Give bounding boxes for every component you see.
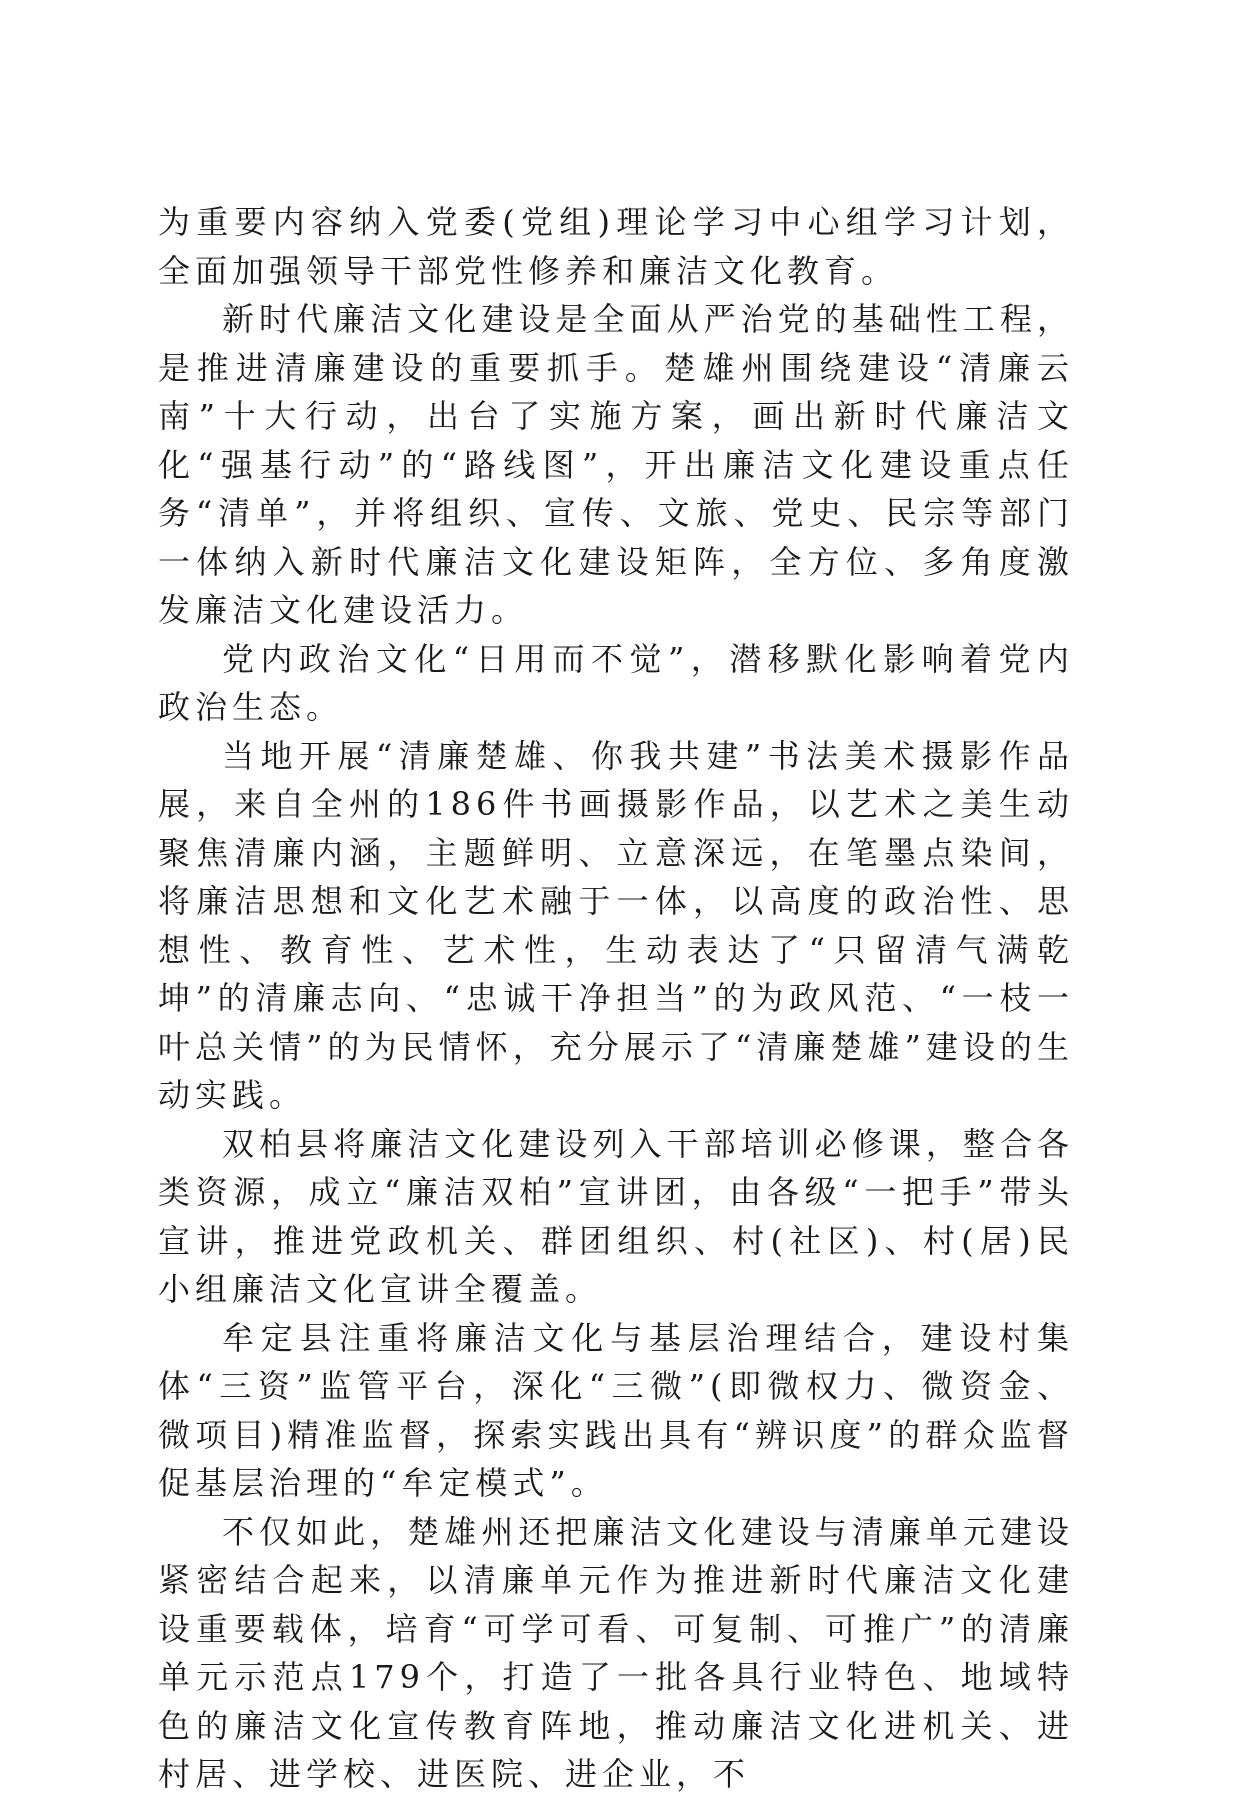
paragraph-6: 牟定县注重将廉洁文化与基层治理结合，建设村集体“三资”监管平台，深化“三微”(即微权力、微资金、微项目)精准监督，探索实践出具有“辨识度”的群众监督促基层治理的“牟定模式”。 (158, 1318, 1074, 1502)
paragraph-3: 党内政治文化“日用而不觉”，潜移默化影响着党内政治生态。 (158, 639, 1074, 726)
paragraph-4: 当地开展“清廉楚雄、你我共建”书法美术摄影作品展，来自全州的186件书画摄影作品，以艺术之美生动聚焦清廉内涵，主题鲜明、立意深远，在笔墨点染间，将廉洁思想和文化艺术融于一体，以高度的政治性、思想性、教育性、艺术性，生动表达了“只留清气满乾坤”的清廉志向、“忠诚干净担当”的为政风范、“一枝一叶总关情”的为民情怀，充分展示了“清廉楚雄”建设的生动实践。 (158, 736, 1074, 1114)
paragraph-5: 双柏县将廉洁文化建设列入干部培训必修课，整合各类资源，成立“廉洁双柏”宣讲团，由各级“一把手”带头宣讲，推进党政机关、群团组织、村(社区)、村(居)民小组廉洁文化宣讲全覆盖。 (158, 1124, 1074, 1308)
paragraph-2: 新时代廉洁文化建设是全面从严治党的基础性工程，是推进清廉建设的重要抓手。楚雄州围绕建设“清廉云南”十大行动，出台了实施方案，画出新时代廉洁文化“强基行动”的“路线图”，开出廉洁文化建设重点任务“清单”，并将组织、宣传、文旅、党史、民宗等部门一体纳入新时代廉洁文化建设矩阵，全方位、多角度激发廉洁文化建设活力。 (158, 300, 1074, 629)
document-body (158, 198, 1074, 1799)
paragraph-7: 不仅如此，楚雄州还把廉洁文化建设与清廉单元建设紧密结合起来，以清廉单元作为推进新时代廉洁文化建设重要载体，培育“可学可看、可复制、可推广”的清廉单元示范点179个，打造了一批各具行业特色、地域特色的廉洁文化宣传教育阵地，推动廉洁文化进机关、进村居、进学校、进医院、进企业，不 (158, 1512, 1074, 1793)
paragraph-1: 为重要内容纳入党委(党组)理论学习中心组学习计划，全面加强领导干部党性修养和廉洁文化教育。 (158, 203, 1074, 290)
